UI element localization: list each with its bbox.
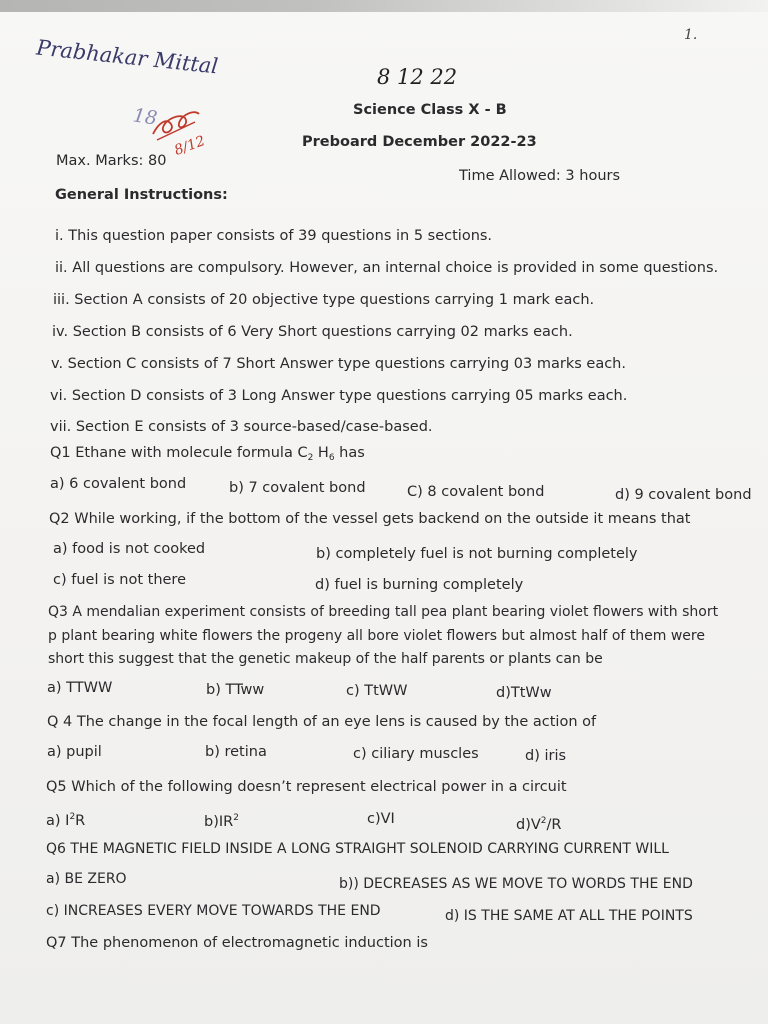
marks-handwritten: 18 [131, 104, 159, 130]
q1-option-d: d) 9 covalent bond [615, 487, 752, 503]
q4-option-d: d) iris [525, 748, 567, 764]
q1-option-a: a) 6 covalent bond [50, 476, 187, 492]
q6-option-a: a) BE ZERO [46, 871, 127, 887]
q3-option-d: d)TtWw [496, 685, 552, 701]
instructions-heading: General Instructions: [55, 187, 228, 203]
page-number-handwritten: 1. [684, 27, 698, 43]
q6-option-d: d) IS THE SAME AT ALL THE POINTS [445, 908, 693, 924]
date-handwritten: 8 12 22 [377, 65, 458, 89]
q2-option-b: b) completely fuel is not burning completely [316, 546, 638, 562]
question-6: Q6 THE MAGNETIC FIELD INSIDE A LONG STRAIGHT SOLENOID CARRYING CURRENT WILL [46, 841, 669, 857]
q2-option-c: c) fuel is not there [53, 572, 186, 588]
instruction-item: i. This question paper consists of 39 questions in 5 sections. [55, 228, 493, 244]
q4-option-a: a) pupil [47, 744, 102, 760]
q1-option-b: b) 7 covalent bond [229, 480, 366, 496]
q2-option-a: a) food is not cooked [53, 541, 206, 557]
time-allowed: Time Allowed: 3 hours [459, 168, 621, 184]
q5-option-a: a) $I^2R$ [46, 812, 86, 829]
question-3-line-3: short this suggest that the genetic makeup of the half parents or plants can be [48, 651, 603, 667]
question-7: Q7 The phenomenon of electromagnetic induction is [46, 935, 428, 951]
instruction-item: vii. Section E consists of 3 source-based/case-based. [50, 419, 433, 435]
exam-name: Preboard December 2022-23 [302, 134, 537, 150]
question-3-line-2: p plant bearing white flowers the progeny all bore violet flowers but almost half of them were [48, 628, 705, 644]
q4-option-b: b) retina [205, 744, 267, 760]
question-2: Q2 While working, if the bottom of the vessel gets backend on the outside it means that [49, 511, 691, 527]
instruction-item: iv. Section B consists of 6 Very Short questions carrying 02 marks each. [52, 324, 573, 340]
q4-option-c: c) ciliary muscles [353, 746, 479, 762]
question-4: Q 4 The change in the focal length of an eye lens is caused by the action of [47, 714, 597, 730]
instruction-item: iii. Section A consists of 20 objective type questions carrying 1 mark each. [53, 292, 595, 308]
teacher-date-handwritten: 8/12 [172, 133, 208, 159]
q2-option-d: d) fuel is burning completely [315, 577, 524, 593]
q5-option-c: c)VI [367, 811, 395, 827]
paper-top-edge [0, 0, 768, 12]
question-3-line-1: Q3 A mendalian experiment consists of breeding tall pea plant bearing violet flowers with short [48, 604, 719, 620]
question-1: Q1 Ethane with molecule formula $C_2$ $H_6$ has [50, 445, 365, 463]
q5-option-d: $d)V^2/R$ [516, 816, 562, 833]
instruction-item: vi. Section D consists of 3 Long Answer type questions carrying 05 marks each. [50, 388, 628, 404]
question-5: Q5 Which of the following doesn’t represent electrical power in a circuit [46, 779, 567, 795]
max-marks: Max. Marks: 80 [56, 153, 167, 169]
q3-option-c: c) TtWW [346, 683, 408, 699]
q3-option-b: b) TTww [206, 682, 265, 698]
q6-option-c: c) INCREASES EVERY MOVE TOWARDS THE END [46, 903, 381, 919]
q5-option-b: $b)IR^2$ [204, 813, 239, 830]
q1-option-c: C) 8 covalent bond [407, 484, 545, 500]
instruction-item: v. Section C consists of 7 Short Answer type questions carrying 03 marks each. [51, 356, 626, 372]
q6-option-b: b)) DECREASES AS WE MOVE TO WORDS THE END [339, 876, 693, 892]
student-name-handwritten: Prabhakar Mittal [35, 35, 220, 79]
paper-title: Science Class X - B [353, 102, 507, 118]
instruction-item: ii. All questions are compulsory. However, an internal choice is provided in some questions. [55, 260, 719, 276]
q3-option-a: a) TTWW [47, 680, 113, 696]
